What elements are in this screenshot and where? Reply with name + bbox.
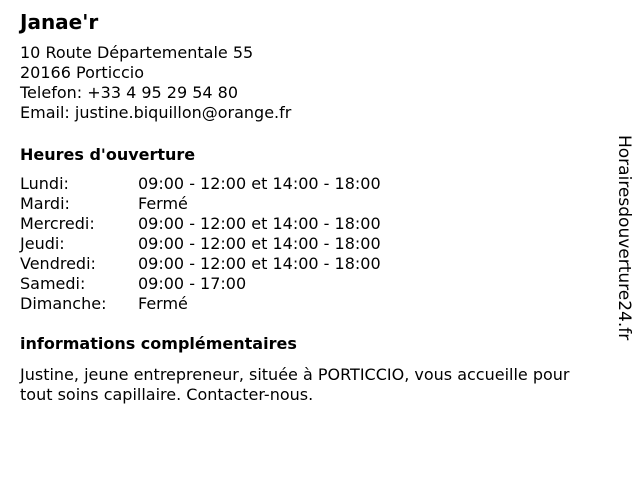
day-hours: 09:00 - 12:00 et 14:00 - 18:00 (138, 254, 381, 273)
site-watermark: Horairesdouverture24.fr (614, 135, 634, 341)
day-label: Jeudi: (20, 234, 65, 253)
address-street: 10 Route Départementale 55 (20, 43, 254, 62)
day-label: Lundi: (20, 174, 69, 193)
hours-row-thursday (20, 234, 381, 254)
phone-line: Telefon: +33 4 95 29 54 80 (20, 83, 239, 102)
email-line: Email: justine.biquillon@orange.fr (20, 103, 292, 122)
hours-row-tuesday (20, 194, 381, 214)
day-hours: 09:00 - 12:00 et 14:00 - 18:00 (138, 174, 381, 193)
contact-block (20, 43, 291, 123)
additional-info-line: Justine, jeune entrepreneur, située à PORTICCIO, vous accueille pour (20, 365, 570, 384)
hours-row-monday (20, 174, 381, 194)
day-label: Vendredi: (20, 254, 96, 273)
address-city: 20166 Porticcio (20, 63, 144, 82)
day-label: Samedi: (20, 274, 86, 293)
hours-row-friday (20, 254, 381, 274)
day-label: Mercredi: (20, 214, 95, 233)
additional-info-text (20, 365, 630, 405)
additional-info-heading: informations complémentaires (20, 334, 297, 353)
additional-info-line: tout soins capillaire. Contacter-nous. (20, 385, 314, 404)
day-hours: Fermé (138, 194, 188, 213)
day-hours: 09:00 - 12:00 et 14:00 - 18:00 (138, 214, 381, 233)
day-hours: 09:00 - 12:00 et 14:00 - 18:00 (138, 234, 381, 253)
hours-row-saturday (20, 274, 381, 294)
hours-row-wednesday (20, 214, 381, 234)
day-hours: Fermé (138, 294, 188, 313)
opening-hours-table (20, 174, 381, 314)
business-name: Janae'r (20, 10, 99, 34)
day-label: Mardi: (20, 194, 70, 213)
day-label: Dimanche: (20, 294, 107, 313)
day-hours: 09:00 - 17:00 (138, 274, 247, 293)
hours-row-sunday (20, 294, 381, 314)
opening-hours-heading: Heures d'ouverture (20, 145, 196, 164)
